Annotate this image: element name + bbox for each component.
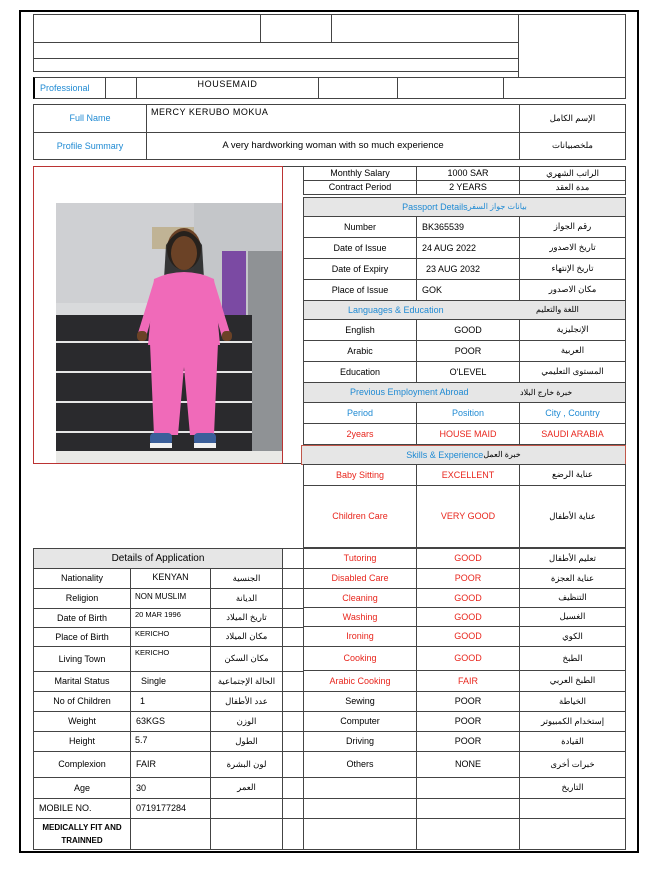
summary-arabic: ملخصبيانات xyxy=(519,132,626,160)
app-label-3: Place of Birth xyxy=(33,627,131,647)
passport-value-2: 23 AUG 2032 xyxy=(416,258,520,280)
employment-location: SAUDI ARABIA xyxy=(519,423,626,445)
skill-value-2: GOOD xyxy=(416,548,520,569)
employment-header-location: City , Country xyxy=(519,402,626,424)
app-arabic-0: الجنسية xyxy=(210,568,283,589)
skill-label-0: Baby Sitting xyxy=(303,464,417,486)
language-value-0: GOOD xyxy=(416,319,520,341)
app-value-3: KERICHO xyxy=(130,627,211,647)
languages-title: Languages & Education xyxy=(348,304,444,315)
skill-label-2: Tutoring xyxy=(303,548,417,569)
passport-arabic-2: تاريخ الإنتهاء xyxy=(519,258,626,280)
language-arabic-0: الإنجليزية xyxy=(519,319,626,341)
skill-label-5: Washing xyxy=(303,607,417,627)
medical-status: MEDICALLY FIT AND TRAINNED xyxy=(33,818,131,850)
skill-value-10: POOR xyxy=(416,711,520,732)
header-blank-cell xyxy=(397,77,504,99)
skill-label-3: Disabled Care xyxy=(303,568,417,589)
skill-value-8: FAIR xyxy=(416,670,520,692)
passport-arabic-3: مكان الاصدور xyxy=(519,279,626,301)
skill-value-11: POOR xyxy=(416,731,520,752)
app-blank-cell xyxy=(210,818,283,850)
skills-title: Skills & Experience xyxy=(406,449,484,460)
summary-label: Profile Summary xyxy=(33,132,147,160)
passport-label-1: Date of Issue xyxy=(303,237,417,259)
app-label-7: Weight xyxy=(33,711,131,732)
language-label-2: Education xyxy=(303,361,417,383)
app-arabic-9: لون البشرة xyxy=(210,751,283,778)
app-value-9: FAIR xyxy=(130,751,211,778)
skill-arabic-1: عناية الأطفال xyxy=(519,485,626,548)
passport-section-header xyxy=(303,197,626,217)
full-name-arabic: الإسم الكامل xyxy=(519,104,626,133)
languages-title-arabic: اللغة والتعليم xyxy=(536,305,579,315)
skill-value-4: GOOD xyxy=(416,588,520,608)
salary-value-0: 1000 SAR xyxy=(416,166,520,181)
app-label-0: Nationality xyxy=(33,568,131,589)
app-blank-cell xyxy=(282,777,304,799)
employment-header-period: Period xyxy=(303,402,417,424)
app-blank-cell xyxy=(282,671,304,692)
employment-title: Previous Employment Abroad xyxy=(350,387,469,398)
skill-label-6: Ironing xyxy=(303,626,417,647)
mobile-value: 0719177284 xyxy=(130,798,211,819)
passport-label-0: Number xyxy=(303,216,417,238)
skill-label-11: Driving xyxy=(303,731,417,752)
skill-blank-cell xyxy=(303,777,417,799)
app-value-2: 20 MAR 1996 xyxy=(130,608,211,628)
app-arabic-6: عدد الأطفال xyxy=(210,691,283,712)
app-blank-cell xyxy=(282,588,304,609)
skill-value-3: POOR xyxy=(416,568,520,589)
skill-blank-cell xyxy=(303,798,417,819)
app-label-2: Date of Birth xyxy=(33,608,131,628)
app-blank-cell xyxy=(210,798,283,819)
languages-section-header xyxy=(303,300,626,320)
skill-arabic-11: القيادة xyxy=(519,731,626,752)
app-arabic-10: العمر xyxy=(210,777,283,799)
passport-label-3: Place of Issue xyxy=(303,279,417,301)
language-label-0: English xyxy=(303,319,417,341)
skill-label-4: Cleaning xyxy=(303,588,417,608)
skill-value-0: EXCELLENT xyxy=(416,464,520,486)
profession-label: Professional xyxy=(33,77,106,99)
salary-label-0: Monthly Salary xyxy=(303,166,417,181)
mobile-label: MOBILE NO. xyxy=(33,798,131,819)
skill-label-12: Others xyxy=(303,751,417,778)
passport-title: Passport Details xyxy=(402,201,468,212)
skill-blank-cell xyxy=(416,818,520,850)
skill-arabic-8: الطبخ العربي xyxy=(519,670,626,692)
full-name-label: Full Name xyxy=(33,104,147,133)
app-arabic-2: تاريخ الميلاد xyxy=(210,608,283,628)
app-blank-cell xyxy=(282,691,304,712)
skill-label-8: Arabic Cooking xyxy=(303,670,417,692)
skill-arabic-5: الغسيل xyxy=(519,607,626,627)
app-value-0: KENYAN xyxy=(130,568,211,589)
passport-arabic-1: تاريخ الاصدور xyxy=(519,237,626,259)
app-arabic-8: الطول xyxy=(210,731,283,752)
header-blank-cell xyxy=(33,58,519,72)
header-blank-cell xyxy=(33,14,261,43)
skill-value-7: GOOD xyxy=(416,646,520,671)
employment-period: 2years xyxy=(303,423,417,445)
app-value-6: 1 xyxy=(130,691,211,712)
app-value-10: 30 xyxy=(130,777,211,799)
full-name-value: MERCY KERUBO MOKUA xyxy=(146,104,520,133)
skill-blank-cell xyxy=(416,798,520,819)
app-blank-cell xyxy=(282,646,304,672)
date-arabic: التاريخ xyxy=(519,777,626,799)
header-blank-cell xyxy=(318,77,398,99)
skill-blank-cell xyxy=(519,798,626,819)
app-label-9: Complexion xyxy=(33,751,131,778)
passport-label-2: Date of Expiry xyxy=(303,258,417,280)
language-value-1: POOR xyxy=(416,340,520,362)
app-blank-cell xyxy=(130,818,211,850)
app-label-8: Height xyxy=(33,731,131,752)
app-label-10: Age xyxy=(33,777,131,799)
passport-title-arabic: بيانات جواز السفر xyxy=(467,202,527,212)
skill-label-1: Children Care xyxy=(303,485,417,548)
application-section-header: Details of Application xyxy=(33,548,283,569)
app-blank-cell xyxy=(282,568,304,589)
employment-header-position: Position xyxy=(416,402,520,424)
skills-title-arabic: خبرة العمل xyxy=(483,450,521,460)
skill-arabic-6: الكوي xyxy=(519,626,626,647)
app-label-1: Religion xyxy=(33,588,131,609)
app-value-1: NON MUSLIM xyxy=(130,588,211,609)
logo-box xyxy=(518,14,626,78)
passport-value-0: BK365539 xyxy=(416,216,520,238)
app-arabic-7: الوزن xyxy=(210,711,283,732)
salary-value-1: 2 YEARS xyxy=(416,180,520,195)
application-blank-cell xyxy=(282,548,304,569)
skill-arabic-0: عناية الرضع xyxy=(519,464,626,486)
skill-arabic-4: التنظيف xyxy=(519,588,626,608)
app-blank-cell xyxy=(282,608,304,628)
passport-value-1: 24 AUG 2022 xyxy=(416,237,520,259)
app-value-8: 5.7 xyxy=(130,731,211,752)
salary-arabic-0: الراتب الشهري xyxy=(519,166,626,181)
app-blank-cell xyxy=(282,798,304,819)
skill-arabic-7: الطبخ xyxy=(519,646,626,671)
profession-value xyxy=(136,77,319,99)
salary-arabic-1: مدة العقد xyxy=(519,180,626,195)
app-blank-cell xyxy=(282,627,304,647)
header-blank-cell xyxy=(105,77,137,99)
language-label-1: Arabic xyxy=(303,340,417,362)
header-blank-cell xyxy=(33,42,519,59)
applicant-photo-illustration xyxy=(34,167,283,464)
skills-section-header xyxy=(301,445,626,465)
app-value-4: KERICHO xyxy=(130,646,211,672)
skill-blank-cell xyxy=(416,777,520,799)
skill-label-7: Cooking xyxy=(303,646,417,671)
language-arabic-2: المستوى التعليمي xyxy=(519,361,626,383)
summary-value: A very hardworking woman with so much experience xyxy=(146,132,520,160)
header-blank-cell xyxy=(503,77,626,99)
app-value-7: 63KGS xyxy=(130,711,211,732)
skill-arabic-2: تعليم الأطفال xyxy=(519,548,626,569)
employment-section-header xyxy=(303,382,626,403)
applicant-photo xyxy=(33,166,283,464)
skill-label-10: Computer xyxy=(303,711,417,732)
app-label-4: Living Town xyxy=(33,646,131,672)
skill-value-9: POOR xyxy=(416,691,520,712)
app-label-5: Marital Status xyxy=(33,671,131,692)
app-blank-cell xyxy=(282,818,304,850)
app-arabic-3: مكان الميلاد xyxy=(210,627,283,647)
app-arabic-5: الحالة الإجتماعية xyxy=(210,671,283,692)
profession-value-text: HOUSEMAID xyxy=(197,79,258,89)
salary-label-1: Contract Period xyxy=(303,180,417,195)
app-blank-cell xyxy=(282,711,304,732)
app-arabic-4: مكان السكن xyxy=(210,646,283,672)
employment-title-arabic: خبرة خارج البلاد xyxy=(520,387,573,397)
header-blank-cell xyxy=(331,14,519,43)
passport-arabic-0: رقم الجواز xyxy=(519,216,626,238)
skill-arabic-3: عناية العجزة xyxy=(519,568,626,589)
app-arabic-1: الديانة xyxy=(210,588,283,609)
skill-arabic-9: الخياطة xyxy=(519,691,626,712)
skill-arabic-10: إستخدام الكمبيوتر xyxy=(519,711,626,732)
header-blank-cell xyxy=(260,14,332,43)
app-value-5: Single xyxy=(130,671,211,692)
app-label-6: No of Children xyxy=(33,691,131,712)
skill-blank-cell xyxy=(303,818,417,850)
language-arabic-1: العربية xyxy=(519,340,626,362)
skill-value-6: GOOD xyxy=(416,626,520,647)
app-blank-cell xyxy=(282,751,304,778)
skill-value-5: GOOD xyxy=(416,607,520,627)
passport-value-3: GOK xyxy=(416,279,520,301)
skill-arabic-12: خبرات أخرى xyxy=(519,751,626,778)
app-blank-cell xyxy=(282,731,304,752)
language-value-2: O'LEVEL xyxy=(416,361,520,383)
employment-position: HOUSE MAID xyxy=(416,423,520,445)
skill-blank-cell xyxy=(519,818,626,850)
photo-blank-cell xyxy=(283,166,303,464)
skill-label-9: Sewing xyxy=(303,691,417,712)
skill-value-1: VERY GOOD xyxy=(416,485,520,548)
skill-value-12: NONE xyxy=(416,751,520,778)
